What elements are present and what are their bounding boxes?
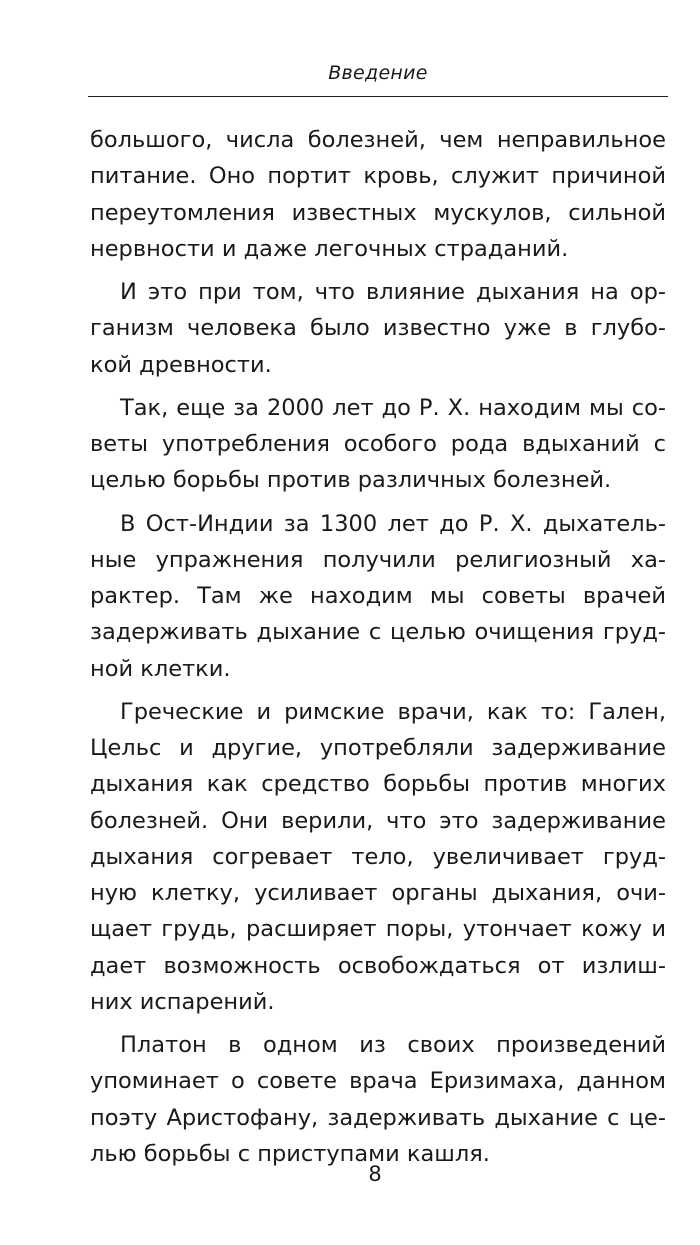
text-line: лью борьбы с приступами кашля.	[90, 1140, 490, 1167]
text-line: И это при том, что влияние дыхания на ор-	[120, 279, 666, 305]
text-line: нервности и даже легочных страданий.	[90, 235, 569, 262]
text-line: дает возможность освобождаться от излиш-	[90, 952, 666, 979]
paragraph	[90, 122, 666, 267]
text-line: дыхания как средство борьбы против многих	[90, 771, 666, 798]
text-line: ную клетку, усиливает органы дыхания, очи-	[90, 880, 666, 906]
text-line: Цельс и другие, употребляли задерживание	[90, 735, 666, 761]
paragraph	[90, 694, 666, 1020]
text-line: питание. Оно портит кровь, служит причиной	[90, 163, 666, 190]
text-line: них испарений.	[90, 988, 275, 1015]
text-line: веты употребления особого рода вдыханий с	[90, 431, 666, 457]
text-line: В Ост-Индии за 1300 лет до Р. Х. дыхатель-	[120, 510, 666, 537]
text-line: переутомления известных мускулов, сильной	[90, 199, 666, 226]
text-line: поэту Аристофану, задерживать дыхание с це-	[90, 1104, 666, 1131]
text-line: ганизм человека было известно уже в глубо-	[90, 315, 666, 342]
text-line: рактер. Там же находим мы советы врачей	[90, 583, 666, 609]
paragraph	[90, 506, 666, 687]
text-line: Так, еще за 2000 лет до Р. Х. находим мы со-	[120, 394, 666, 421]
text-line: Платон в одном из своих произведений	[120, 1032, 666, 1058]
paragraph	[90, 274, 666, 383]
page-number: 8	[368, 1162, 382, 1186]
text-line: Греческие и римские врачи, как то: Гален,	[120, 698, 666, 725]
text-line: большого, числа болезней, чем неправильное	[90, 127, 666, 153]
header-rule	[88, 96, 668, 97]
paragraph	[90, 1027, 666, 1172]
text-line: болезней. Они верили, что это задерживание	[90, 807, 666, 834]
paragraph	[90, 390, 666, 499]
text-line: кой древности.	[90, 351, 272, 378]
text-line: ной клетки.	[90, 655, 231, 682]
text-line: задерживать дыхание с целью очищения груд-	[90, 619, 666, 646]
text-line: упоминает о совете врача Еризимаха, данном	[90, 1068, 666, 1095]
body-text	[90, 122, 666, 1179]
text-line: ные упражнения получили религиозный ха-	[90, 546, 666, 573]
running-head-title: Введение	[328, 62, 428, 84]
text-line: целью борьбы против различных болезней.	[90, 467, 612, 494]
text-line: щает грудь, расширяет поры, утончает кожу и	[90, 916, 666, 943]
text-line: дыхания согревает тело, увеличивает груд-	[90, 843, 666, 870]
